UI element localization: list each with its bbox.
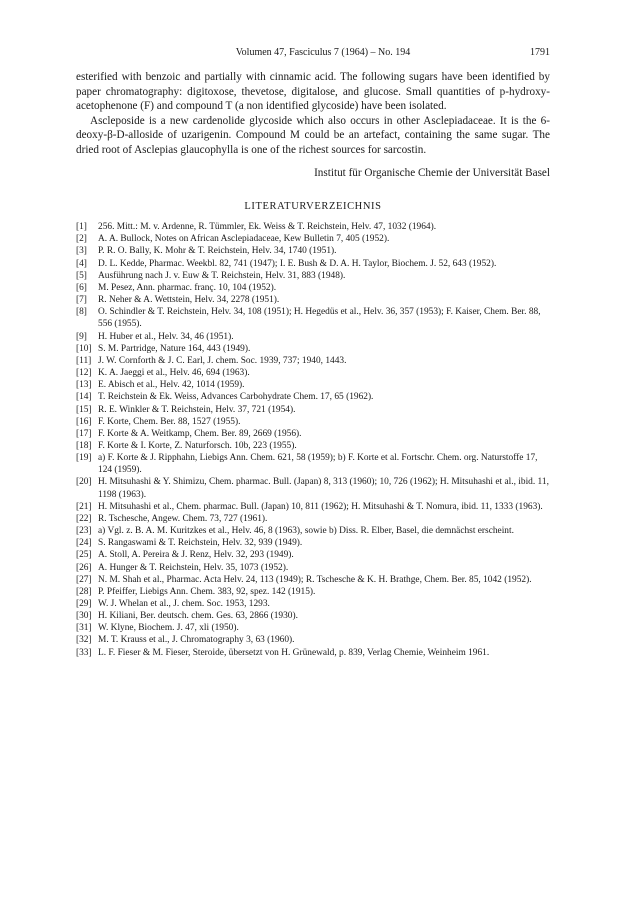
reference-item xyxy=(76,343,550,355)
reference-text: W. Klyne, Biochem. J. 47, xli (1950). xyxy=(98,623,239,634)
reference-number: [25] xyxy=(76,550,92,561)
reference-item xyxy=(76,294,550,306)
reference-text: S. M. Partridge, Nature 164, 443 (1949). xyxy=(98,343,251,354)
reference-item xyxy=(76,367,550,379)
reference-text: E. Abisch et al., Helv. 42, 1014 (1959). xyxy=(98,380,245,391)
reference-item xyxy=(76,452,550,476)
reference-number: [19] xyxy=(76,453,92,464)
reference-item xyxy=(76,525,550,537)
reference-text: H. Kiliani, Ber. deutsch. chem. Ges. 63, 2866 (1930). xyxy=(98,611,298,622)
reference-number: [21] xyxy=(76,501,92,512)
reference-text: A. A. Bullock, Notes on African Asclepiadaceae, Kew Bulletin 7, 405 (1952). xyxy=(98,234,390,245)
reference-text: O. Schindler & T. Reichstein, Helv. 34, 108 (1951); H. Hegedüs et al., Helv. 36, 357 (1953); F. Kaiser, Chem. Ber. 88, 556 (1955). xyxy=(98,307,541,330)
reference-text: N. M. Shah et al., Pharmac. Acta Helv. 24, 113 (1949); R. Tschesche & K. H. Brathge, Chem. Ber. 85, 1042 (1952). xyxy=(98,574,532,585)
reference-text: 256. Mitt.: M. v. Ardenne, R. Tümmler, Ek. Weiss & T. Reichstein, Helv. 47, 1032 (1964). xyxy=(98,222,437,233)
reference-number: [23] xyxy=(76,526,92,537)
journal-page xyxy=(76,46,550,659)
references-heading: LITERATURVERZEICHNIS xyxy=(244,201,382,213)
reference-number: [2] xyxy=(76,234,87,245)
reference-item xyxy=(76,416,550,428)
reference-text: H. Mitsuhashi & Y. Shimizu, Chem. pharmac. Bull. (Japan) 8, 313 (1960); 10, 726 (1962); H. Mitsuhashi et al., ibid. 11, 1198 (1963). xyxy=(98,477,549,500)
reference-item xyxy=(76,549,550,561)
reference-text: F. Korte & I. Korte, Z. Naturforsch. 10b, 223 (1955). xyxy=(98,440,297,451)
reference-item xyxy=(76,306,550,330)
reference-number: [3] xyxy=(76,246,87,257)
reference-text: T. Reichstein & Ek. Weiss, Advances Carbohydrate Chem. 17, 65 (1962). xyxy=(98,392,374,403)
reference-item xyxy=(76,537,550,549)
reference-item xyxy=(76,634,550,646)
reference-text: H. Huber et al., Helv. 34, 46 (1951). xyxy=(98,331,234,342)
reference-text: R. E. Winkler & T. Reichstein, Helv. 37, 721 (1954). xyxy=(98,404,296,415)
reference-number: [20] xyxy=(76,477,92,488)
reference-text: P. Pfeiffer, Liebigs Ann. Chem. 383, 92, spez. 142 (1915). xyxy=(98,586,316,597)
reference-item xyxy=(76,622,550,634)
reference-text: A. Hunger & T. Reichstein, Helv. 35, 1073 (1952). xyxy=(98,562,289,573)
reference-item xyxy=(76,391,550,403)
body-paragraph: esterified with benzoic and partially with cinnamic acid. The following sugars have been identified by paper chromatography: digitoxose, thevetose, digitalose, and glucose. Small quantities of p-hydroxy-acetophenone (F) and compound T (a non identified glycoside) have been isolated. xyxy=(76,71,550,113)
reference-item xyxy=(76,440,550,452)
reference-number: [27] xyxy=(76,574,92,585)
reference-number: [15] xyxy=(76,404,92,415)
reference-number: [29] xyxy=(76,599,92,609)
reference-number: [10] xyxy=(76,343,92,354)
journal-info: Volumen 47, Fasciculus 7 (1964) – No. 194 xyxy=(235,47,411,58)
reference-item xyxy=(76,428,550,440)
running-header xyxy=(76,46,550,60)
reference-number: [28] xyxy=(76,586,92,597)
reference-text: a) Vgl. z. B. A. M. Kuritzkes et al., Helv. 46, 8 (1963), sowie b) Diss. R. Elber, Basel, die demnächst erscheint. xyxy=(98,526,514,537)
reference-text: R. Neher & A. Wettstein, Helv. 34, 2278 (1951). xyxy=(98,295,280,306)
reference-item xyxy=(76,404,550,416)
reference-item xyxy=(76,355,550,367)
reference-text: W. J. Whelan et al., J. chem. Soc. 1953, 1293. xyxy=(98,599,270,609)
reference-number: [17] xyxy=(76,428,92,439)
reference-number: [31] xyxy=(76,623,92,634)
reference-number: [22] xyxy=(76,513,92,524)
reference-item xyxy=(76,282,550,294)
reference-text: S. Rangaswami & T. Reichstein, Helv. 32, 939 (1949). xyxy=(98,538,303,549)
reference-number: [12] xyxy=(76,368,92,379)
reference-text: F. Korte & A. Weitkamp, Chem. Ber. 89, 2669 (1956). xyxy=(98,428,302,439)
affiliation: Institut für Organische Chemie der Universität Basel xyxy=(314,166,550,179)
reference-number: [16] xyxy=(76,416,92,427)
reference-number: [33] xyxy=(76,647,92,658)
reference-number: [13] xyxy=(76,380,92,391)
reference-item xyxy=(76,258,550,270)
reference-number: [30] xyxy=(76,611,92,622)
reference-number: [9] xyxy=(76,331,87,342)
reference-item xyxy=(76,270,550,282)
reference-item xyxy=(76,586,550,598)
reference-text: R. Tschesche, Angew. Chem. 73, 727 (1961). xyxy=(98,513,268,524)
reference-item xyxy=(76,598,550,610)
reference-text: D. L. Kedde, Pharmac. Weekbl. 82, 741 (1947); I. E. Bush & D. A. H. Taylor, Biochem. J. 52, 643 (1952). xyxy=(98,258,497,269)
reference-text: A. Stoll, A. Pereira & J. Renz, Helv. 32, 293 (1949). xyxy=(98,550,294,561)
body-paragraph: Ascleposide is a new cardenolide glycoside which also occurs in other Asclepiadaceae. It is the 6-deoxy-β-D-alloside of uzarigenin. Compound M could be an artefact, containing the same sugar. The dried root of Asclepias glaucophylla is one of the richest sources for sarcostin. xyxy=(76,114,550,156)
reference-number: [8] xyxy=(76,307,87,318)
reference-number: [32] xyxy=(76,635,92,646)
reference-item xyxy=(76,245,550,257)
reference-number: [1] xyxy=(76,222,87,233)
reference-text: L. F. Fieser & M. Fieser, Steroide, übersetzt von H. Grünewald, p. 839, Verlag Chemie, Weinheim 1961. xyxy=(98,647,490,658)
page-number: 1791 xyxy=(530,47,550,58)
reference-number: [6] xyxy=(76,282,87,293)
reference-item xyxy=(76,331,550,343)
reference-number: [14] xyxy=(76,392,92,403)
reference-item xyxy=(76,501,550,513)
reference-number: [26] xyxy=(76,562,92,573)
reference-item xyxy=(76,574,550,586)
reference-item xyxy=(76,233,550,245)
reference-number: [7] xyxy=(76,295,87,306)
reference-text: H. Mitsuhashi et al., Chem. pharmac. Bull. (Japan) 10, 811 (1962); H. Mitsuhashi & T. Nomura, ibid. 11, 1333 (1963). xyxy=(98,501,543,512)
reference-item xyxy=(76,379,550,391)
reference-text: M. T. Krauss et al., J. Chromatography 3, 63 (1960). xyxy=(98,635,295,646)
reference-text: Ausführung nach J. v. Euw & T. Reichstein, Helv. 31, 883 (1948). xyxy=(98,270,346,281)
reference-text: F. Korte, Chem. Ber. 88, 1527 (1955). xyxy=(98,416,241,427)
reference-item xyxy=(76,221,550,233)
reference-item xyxy=(76,476,550,500)
reference-item xyxy=(76,562,550,574)
reference-item xyxy=(76,647,550,659)
reference-list xyxy=(76,221,550,659)
reference-number: [18] xyxy=(76,440,92,451)
reference-number: [4] xyxy=(76,258,87,269)
reference-text: P. R. O. Bally, K. Mohr & T. Reichstein, Helv. 34, 1740 (1951). xyxy=(98,246,337,257)
reference-text: K. A. Jaeggi et al., Helv. 46, 694 (1963). xyxy=(98,368,250,379)
reference-number: [11] xyxy=(76,355,92,366)
reference-item xyxy=(76,513,550,525)
reference-number: [5] xyxy=(76,270,87,281)
reference-text: J. W. Cornforth & J. C. Earl, J. chem. Soc. 1939, 737; 1940, 1443. xyxy=(98,355,347,366)
reference-number: [24] xyxy=(76,538,92,549)
reference-text: a) F. Korte & J. Ripphahn, Liebigs Ann. Chem. 621, 58 (1959); b) F. Korte et al. Fortschr. Chem. org. Naturstoffe 17, 124 (1959). xyxy=(98,453,538,476)
reference-text: M. Pesez, Ann. pharmac. franç. 10, 104 (1952). xyxy=(98,282,277,293)
reference-item xyxy=(76,610,550,622)
